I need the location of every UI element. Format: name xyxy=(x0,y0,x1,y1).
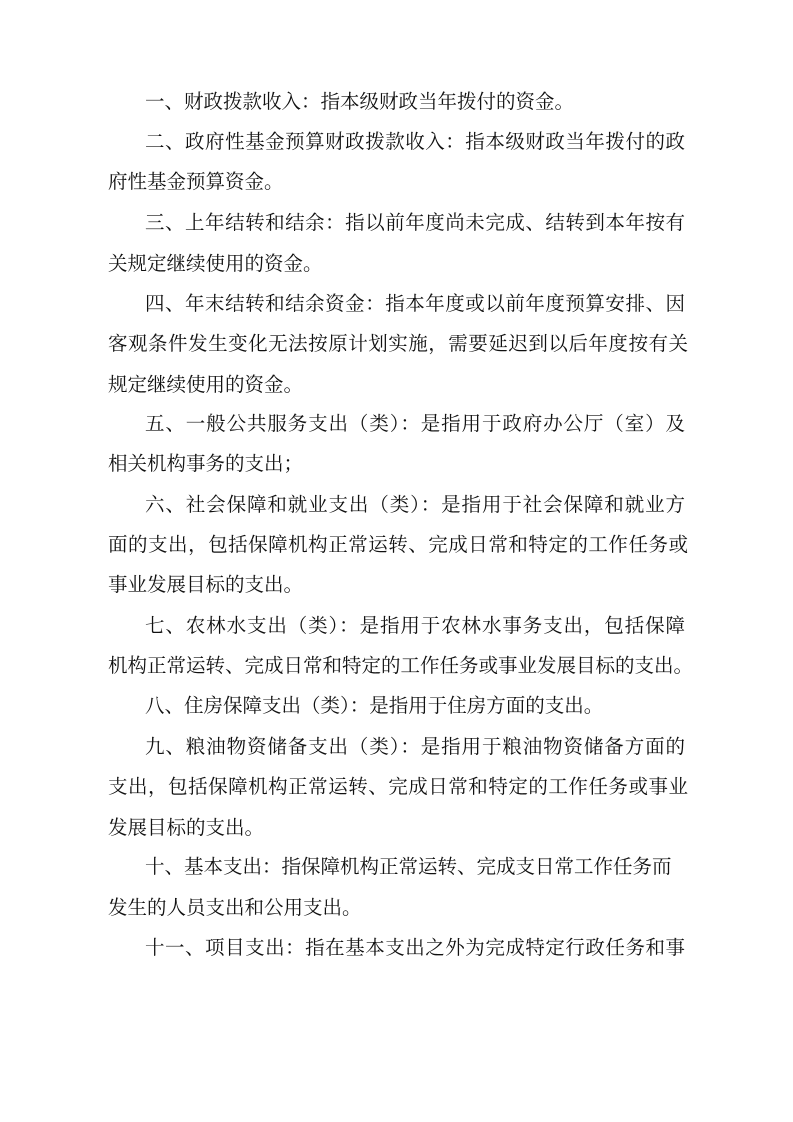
paragraph-6-line-2: 面的支出，包括保障机构正常运转、完成日常和特定的工作任务或 xyxy=(108,533,688,556)
paragraph-9-line-3: 发展目标的支出。 xyxy=(108,816,265,839)
paragraph-7-line-2: 机构正常运转、完成日常和特定的工作任务或事业发展目标的支出。 xyxy=(108,654,694,677)
paragraph-10-line-2: 发生的人员支出和公用支出。 xyxy=(108,896,362,919)
paragraph-10-line-1: 十、基本支出：指保障机构正常运转、完成支日常工作任务而 xyxy=(145,855,672,878)
paragraph-4-line-2: 客观条件发生变化无法按原计划实施，需要延迟到以后年度按有关 xyxy=(108,332,688,355)
paragraph-6-line-3: 事业发展目标的支出。 xyxy=(108,573,304,596)
paragraph-5-line-1: 五、一般公共服务支出（类）：是指用于政府办公厅（室）及 xyxy=(145,412,685,435)
paragraph-4-line-3: 规定继续使用的资金。 xyxy=(108,373,304,396)
paragraph-7-line-1: 七、农林水支出（类）：是指用于农林水事务支出，包括保障 xyxy=(145,614,685,637)
paragraph-9-line-1: 九、粮油物资储备支出（类）：是指用于粮油物资储备方面的 xyxy=(145,735,685,758)
paragraph-11-line-1: 十一、项目支出：指在基本支出之外为完成特定行政任务和事 xyxy=(145,936,685,959)
paragraph-9-line-2: 支出，包括保障机构正常运转、完成日常和特定的工作任务或事业 xyxy=(108,775,688,798)
paragraph-2-line-1: 二、政府性基金预算财政拨款收入：指本级财政当年拨付的政 xyxy=(145,130,685,153)
paragraph-2-line-2: 府性基金预算资金。 xyxy=(108,170,284,193)
paragraph-3-line-1: 三、上年结转和结余：指以前年度尚未完成、结转到本年按有 xyxy=(145,211,685,234)
paragraph-6-line-1: 六、社会保障和就业支出（类）：是指用于社会保障和就业方 xyxy=(145,493,685,516)
paragraph-8-line-1: 八、住房保障支出（类）：是指用于住房方面的支出。 xyxy=(145,694,604,717)
paragraph-4-line-1: 四、年末结转和结余资金：指本年度或以前年度预算安排、因 xyxy=(145,292,685,315)
paragraph-1-line-1: 一、财政拨款收入：指本级财政当年拨付的资金。 xyxy=(145,90,575,113)
paragraph-5-line-2: 相关机构事务的支出； xyxy=(108,452,304,475)
paragraph-3-line-2: 关规定继续使用的资金。 xyxy=(108,252,323,275)
